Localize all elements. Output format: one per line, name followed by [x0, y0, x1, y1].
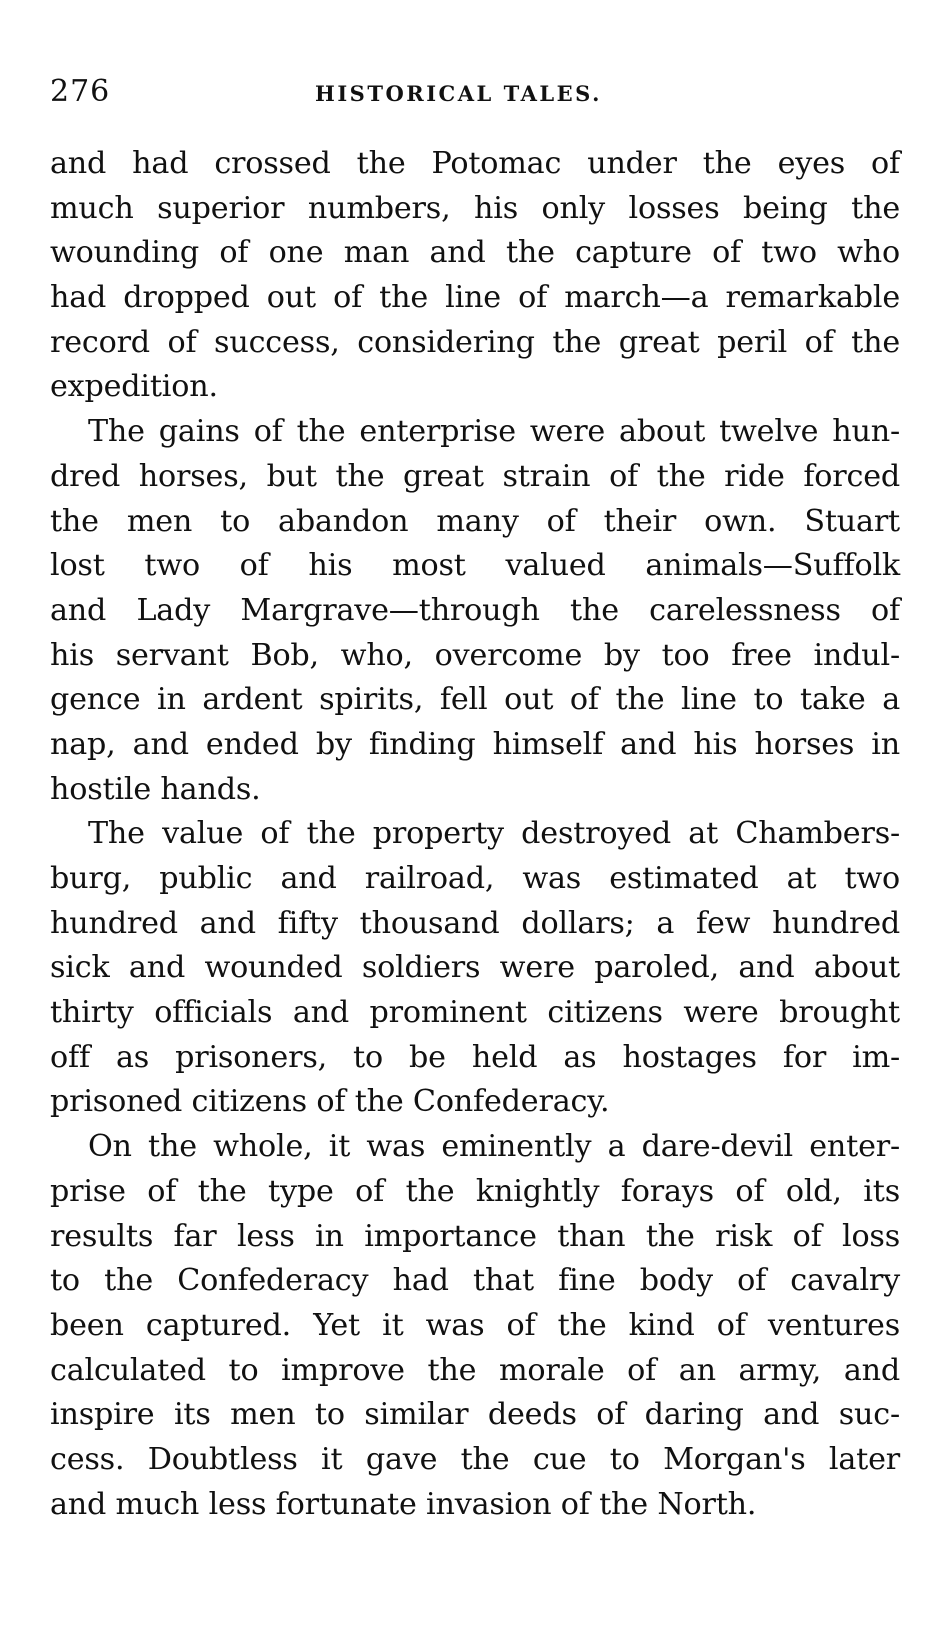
text-line: nap, and ended by finding himself and his horses in — [50, 726, 900, 762]
paragraph-4 — [50, 1125, 900, 1527]
running-title: HISTORICAL TALES. — [315, 81, 602, 106]
text-line: thirty officials and prominent citizens were brought — [50, 995, 900, 1031]
text-line: calculated to improve the morale of an army, and — [50, 1352, 900, 1388]
text-line: lost two of his most valued animals—Suffolk — [50, 548, 900, 584]
text-line: and had crossed the Potomac under the eyes of — [50, 146, 900, 181]
text-line: The value of the property destroyed at Chambers- — [88, 816, 900, 852]
text-line: off as prisoners, to be held as hostages for im- — [50, 1039, 900, 1075]
text-line: results far less in importance than the risk of loss — [50, 1218, 900, 1254]
text-line: much superior numbers, his only losses being the — [50, 190, 900, 226]
text-line: burg, public and railroad, was estimated at two — [50, 861, 900, 896]
text-line: hundred and fifty thousand dollars; a few hundred — [50, 905, 900, 941]
text-line: On the whole, it was eminently a dare-devil enter- — [88, 1129, 900, 1165]
text-line: gence in ardent spirits, fell out of the line to take a — [50, 682, 900, 718]
text-line: inspire its men to similar deeds of daring and suc- — [50, 1397, 900, 1433]
body-text — [50, 142, 900, 1527]
paragraph-1 — [50, 142, 900, 410]
text-line: record of success, considering the great peril of the — [50, 324, 900, 360]
text-line: cess. Doubtless it gave the cue to Morgan's later — [50, 1441, 900, 1477]
text-line: prise of the type of the knightly forays of old, its — [50, 1173, 900, 1209]
text-line: sick and wounded soldiers were paroled, and about — [50, 950, 900, 986]
text-line: been captured. Yet it was of the kind of ventures — [50, 1307, 900, 1343]
text-line: and Lady Margrave—through the carelessness of — [50, 592, 900, 628]
text-line: wounding of one man and the capture of two who — [50, 235, 900, 271]
text-line: expedition. — [50, 369, 218, 405]
text-line: his servant Bob, who, overcome by too free indul- — [50, 637, 900, 673]
paragraph-3 — [50, 812, 900, 1125]
text-line: prisoned citizens of the Confederacy. — [50, 1084, 610, 1120]
running-head — [50, 72, 900, 112]
text-line: dred horses, but the great strain of the ride forced — [50, 458, 900, 494]
page-number: 276 — [50, 74, 111, 109]
text-line: hostile hands. — [50, 771, 261, 807]
text-line: to the Confederacy had that fine body of cavalry — [50, 1263, 900, 1299]
text-line: and much less fortunate invasion of the North. — [50, 1486, 757, 1522]
text-line: The gains of the enterprise were about twelve hun- — [88, 414, 900, 450]
paragraph-2 — [50, 410, 900, 812]
text-line: had dropped out of the line of march—a remarkable — [50, 280, 900, 316]
text-line: the men to abandon many of their own. Stuart — [50, 503, 900, 539]
